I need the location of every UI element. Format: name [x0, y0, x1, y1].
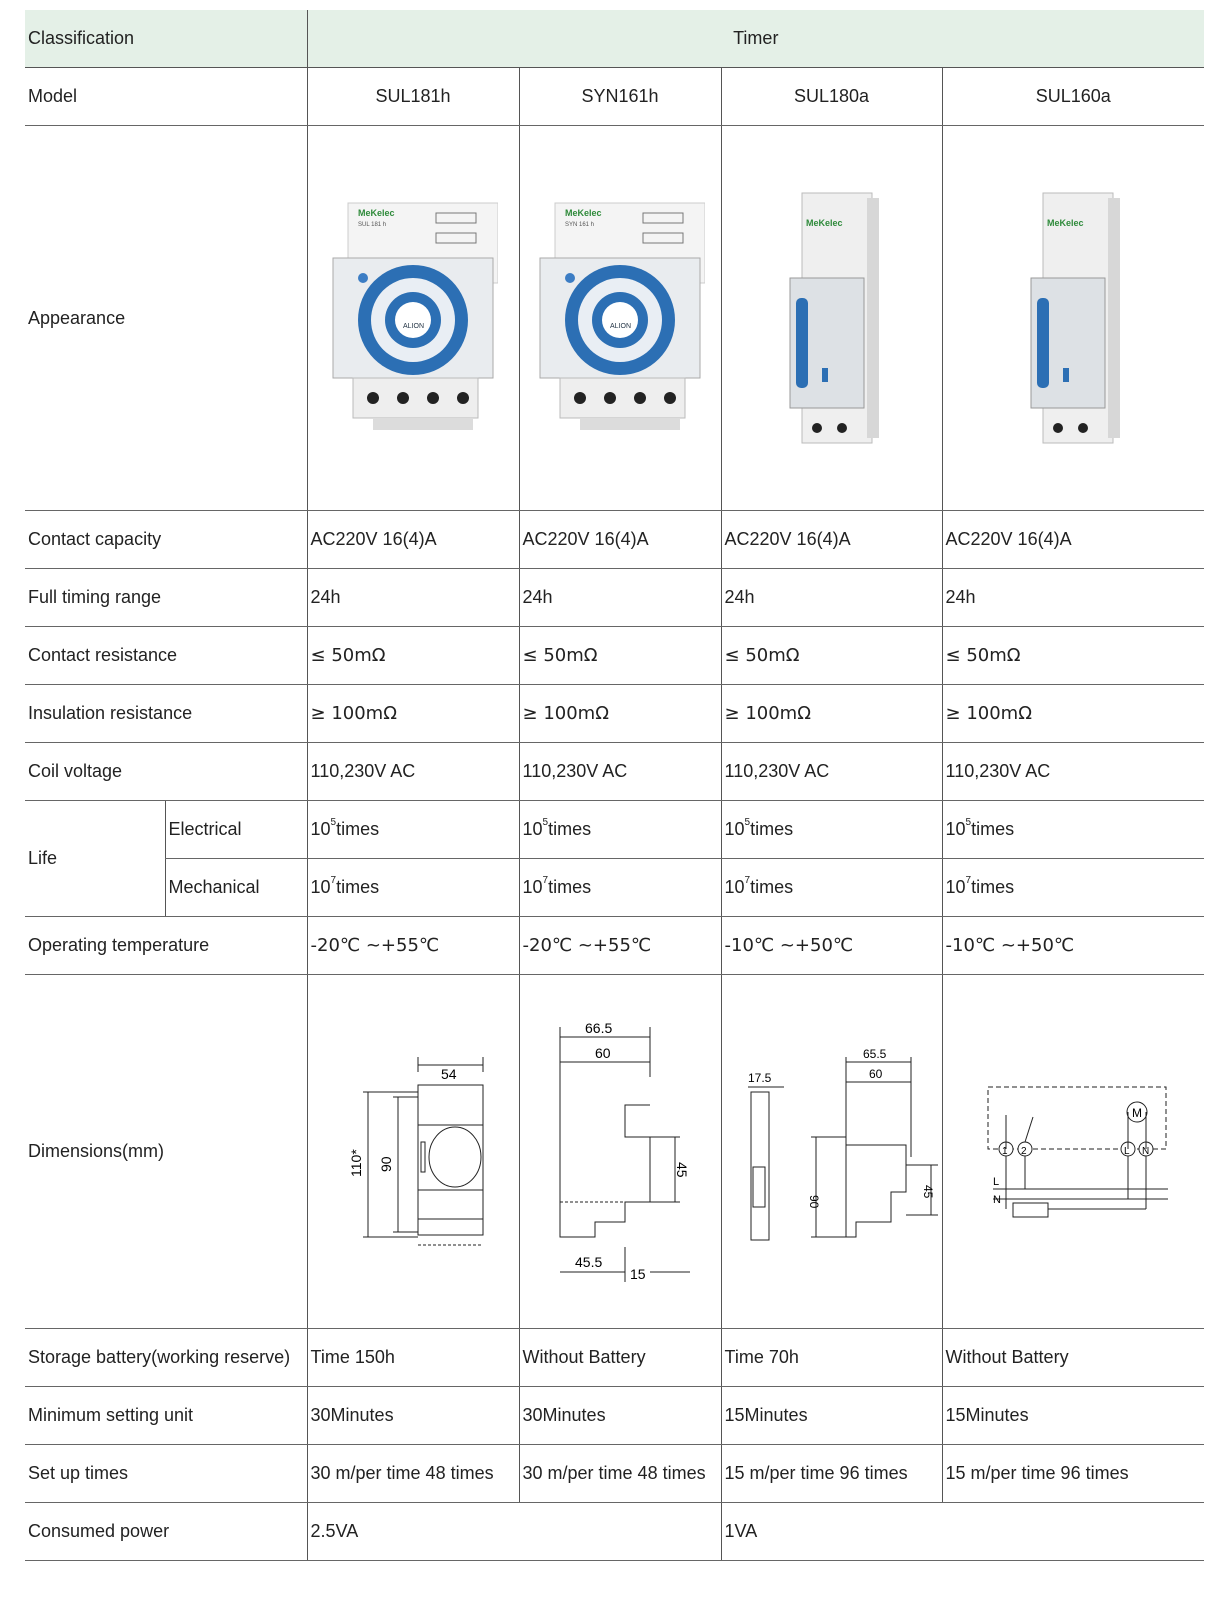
dim-w1-label: 65.5	[862, 1046, 886, 1061]
dial-label: ALION	[610, 323, 632, 330]
storage-battery-3: Time 70h	[721, 1329, 942, 1387]
full-timing-range-3: 24h	[721, 569, 942, 627]
life-mechanical-3	[721, 859, 942, 917]
full-timing-range-4: 24h	[942, 569, 1204, 627]
set-up-times-3: 15 m/per time 96 times	[721, 1445, 942, 1503]
life-exp: 7	[965, 875, 972, 886]
contact-resistance-4: ≤ 50mΩ	[942, 627, 1204, 685]
model-2: SYN161h	[519, 68, 721, 126]
life-electrical-3	[721, 801, 942, 859]
dim-w0-label: 17.5	[747, 1070, 771, 1085]
coil-voltage-label: Coil voltage	[25, 743, 307, 801]
dim-w1-label: 66.5	[585, 1019, 613, 1036]
coil-voltage-4: 110,230V AC	[942, 743, 1204, 801]
life-electrical-1	[307, 801, 519, 859]
full-timing-range-1: 24h	[307, 569, 519, 627]
brand-label: MeKelec	[1047, 218, 1084, 228]
dial-label: ALION	[403, 323, 425, 330]
life-base: 10	[522, 877, 543, 897]
insulation-resistance-label: Insulation resistance	[25, 685, 307, 743]
spec-table	[25, 10, 1204, 1561]
full-timing-range-2: 24h	[519, 569, 721, 627]
min-setting-unit-label: Minimum setting unit	[25, 1387, 307, 1445]
terminal-l-label: L	[1124, 1145, 1130, 1157]
min-setting-unit-row	[25, 1387, 1204, 1445]
dim-h-label: 90	[806, 1194, 821, 1208]
dimension-drawing-3	[721, 975, 942, 1329]
life-base: 10	[724, 819, 745, 839]
storage-battery-label: Storage battery(working reserve)	[25, 1329, 307, 1387]
life-exp: 7	[744, 875, 751, 886]
dimension-drawing-2	[519, 975, 721, 1329]
life-mechanical-1	[307, 859, 519, 917]
dimension-diagram-sul180a	[726, 1047, 938, 1257]
appearance-cell-2	[519, 126, 721, 511]
operating-temperature-4: -10℃ ~+50℃	[942, 917, 1204, 975]
set-up-times-label: Set up times	[25, 1445, 307, 1503]
life-exp: 7	[542, 875, 549, 886]
min-setting-unit-2: 30Minutes	[519, 1387, 721, 1445]
operating-temperature-3: -10℃ ~+50℃	[721, 917, 942, 975]
timer-label: Timer	[307, 10, 1204, 68]
terminal-n-label: N	[1142, 1145, 1150, 1157]
life-electrical-2	[519, 801, 721, 859]
set-up-times-row	[25, 1445, 1204, 1503]
life-exp: 5	[744, 817, 751, 828]
operating-temperature-label: Operating temperature	[25, 917, 307, 975]
mechanical-label: Mechanical	[165, 859, 307, 917]
life-suffix: times	[750, 877, 794, 897]
timer-image-syn161h	[535, 198, 705, 438]
operating-temperature-2: -20℃ ~+55℃	[519, 917, 721, 975]
consumed-power-2: 1VA	[721, 1503, 1204, 1561]
dim-height-label: 110*	[348, 1148, 365, 1177]
life-suffix: times	[336, 877, 380, 897]
model-label: Model	[25, 68, 307, 126]
life-label: Life	[25, 801, 165, 917]
appearance-label: Appearance	[25, 126, 307, 511]
contact-resistance-label: Contact resistance	[25, 627, 307, 685]
electrical-label: Electrical	[165, 801, 307, 859]
life-electrical-4	[942, 801, 1204, 859]
consumed-power-1: 2.5VA	[307, 1503, 721, 1561]
insulation-resistance-3: ≥ 100mΩ	[721, 685, 942, 743]
dim-height2-label: 90	[378, 1155, 395, 1172]
life-base: 10	[945, 877, 966, 897]
life-suffix: times	[971, 819, 1015, 839]
life-mechanical-4	[942, 859, 1204, 917]
dim-s-label: 15	[630, 1265, 646, 1282]
life-suffix: times	[548, 819, 592, 839]
brand-label: MeKelec	[805, 218, 843, 228]
model-row	[25, 68, 1204, 126]
contact-resistance-3: ≤ 50mΩ	[721, 627, 942, 685]
storage-battery-row	[25, 1329, 1204, 1387]
min-setting-unit-3: 15Minutes	[721, 1387, 942, 1445]
life-suffix: times	[336, 819, 380, 839]
contact-resistance-row	[25, 627, 1204, 685]
header-row	[25, 10, 1204, 68]
life-suffix: times	[750, 819, 794, 839]
life-exp: 5	[330, 817, 337, 828]
dim-width-label: 54	[441, 1065, 457, 1082]
dim-w2-label: 60	[868, 1066, 882, 1081]
set-up-times-1: 30 m/per time 48 times	[307, 1445, 519, 1503]
model-3: SUL180a	[721, 68, 942, 126]
life-exp: 5	[542, 817, 549, 828]
classification-label: Classification	[25, 10, 307, 68]
coil-voltage-row	[25, 743, 1204, 801]
operating-temperature-row	[25, 917, 1204, 975]
life-base: 10	[724, 877, 745, 897]
dimension-diagram-syn161h	[540, 1017, 700, 1287]
storage-battery-1: Time 150h	[307, 1329, 519, 1387]
line-n-label: N	[993, 1193, 1002, 1206]
contact-capacity-row	[25, 511, 1204, 569]
product-label: SYN 161 h	[565, 222, 595, 228]
insulation-resistance-1: ≥ 100mΩ	[307, 685, 519, 743]
appearance-cell-3	[721, 126, 942, 511]
terminal-1-label: 1	[1002, 1145, 1008, 1157]
insulation-resistance-4: ≥ 100mΩ	[942, 685, 1204, 743]
model-1: SUL181h	[307, 68, 519, 126]
life-mechanical-2	[519, 859, 721, 917]
operating-temperature-1: -20℃ ~+55℃	[307, 917, 519, 975]
line-l-label: L	[993, 1175, 1000, 1188]
contact-resistance-1: ≤ 50mΩ	[307, 627, 519, 685]
appearance-cell-4	[942, 126, 1204, 511]
timer-image-sul160a	[1023, 188, 1123, 448]
coil-voltage-1: 110,230V AC	[307, 743, 519, 801]
dim-h2-label: 45	[920, 1184, 935, 1198]
set-up-times-4: 15 m/per time 96 times	[942, 1445, 1204, 1503]
life-base: 10	[310, 819, 331, 839]
dimension-drawing-1	[307, 975, 519, 1329]
life-base: 10	[522, 819, 543, 839]
consumed-power-row	[25, 1503, 1204, 1561]
full-timing-range-row	[25, 569, 1204, 627]
dim-w2-label: 60	[595, 1044, 611, 1061]
life-exp: 7	[330, 875, 337, 886]
consumed-power-label: Consumed power	[25, 1503, 307, 1561]
dimension-drawing-4	[942, 975, 1204, 1329]
dimensions-row	[25, 975, 1204, 1329]
coil-voltage-3: 110,230V AC	[721, 743, 942, 801]
contact-capacity-2: AC220V 16(4)A	[519, 511, 721, 569]
full-timing-range-label: Full timing range	[25, 569, 307, 627]
dimensions-label: Dimensions(mm)	[25, 975, 307, 1329]
min-setting-unit-1: 30Minutes	[307, 1387, 519, 1445]
life-exp: 5	[965, 817, 972, 828]
terminal-2-label: 2	[1021, 1145, 1027, 1157]
life-suffix: times	[548, 877, 592, 897]
appearance-row	[25, 126, 1204, 511]
timer-image-sul181h	[328, 198, 498, 438]
brand-label: MeKelec	[358, 208, 395, 218]
life-mechanical-row	[25, 859, 1204, 917]
dimension-diagram-sul181h	[313, 1047, 513, 1257]
min-setting-unit-4: 15Minutes	[942, 1387, 1204, 1445]
wiring-diagram-sul160a	[973, 1077, 1173, 1227]
life-base: 10	[945, 819, 966, 839]
motor-label: M	[1132, 1105, 1143, 1120]
timer-image-sul180a	[782, 188, 882, 448]
contact-capacity-4: AC220V 16(4)A	[942, 511, 1204, 569]
model-4: SUL160a	[942, 68, 1204, 126]
life-suffix: times	[971, 877, 1015, 897]
insulation-resistance-2: ≥ 100mΩ	[519, 685, 721, 743]
life-electrical-row	[25, 801, 1204, 859]
contact-capacity-label: Contact capacity	[25, 511, 307, 569]
dim-h-label: 45	[674, 1161, 691, 1178]
appearance-cell-1	[307, 126, 519, 511]
set-up-times-2: 30 m/per time 48 times	[519, 1445, 721, 1503]
dim-b-label: 45.5	[575, 1253, 603, 1270]
coil-voltage-2: 110,230V AC	[519, 743, 721, 801]
contact-capacity-1: AC220V 16(4)A	[307, 511, 519, 569]
storage-battery-4: Without Battery	[942, 1329, 1204, 1387]
contact-resistance-2: ≤ 50mΩ	[519, 627, 721, 685]
life-base: 10	[310, 877, 331, 897]
product-label: SUL 181 h	[358, 222, 387, 228]
brand-label: MeKelec	[565, 208, 602, 218]
contact-capacity-3: AC220V 16(4)A	[721, 511, 942, 569]
storage-battery-2: Without Battery	[519, 1329, 721, 1387]
insulation-resistance-row	[25, 685, 1204, 743]
